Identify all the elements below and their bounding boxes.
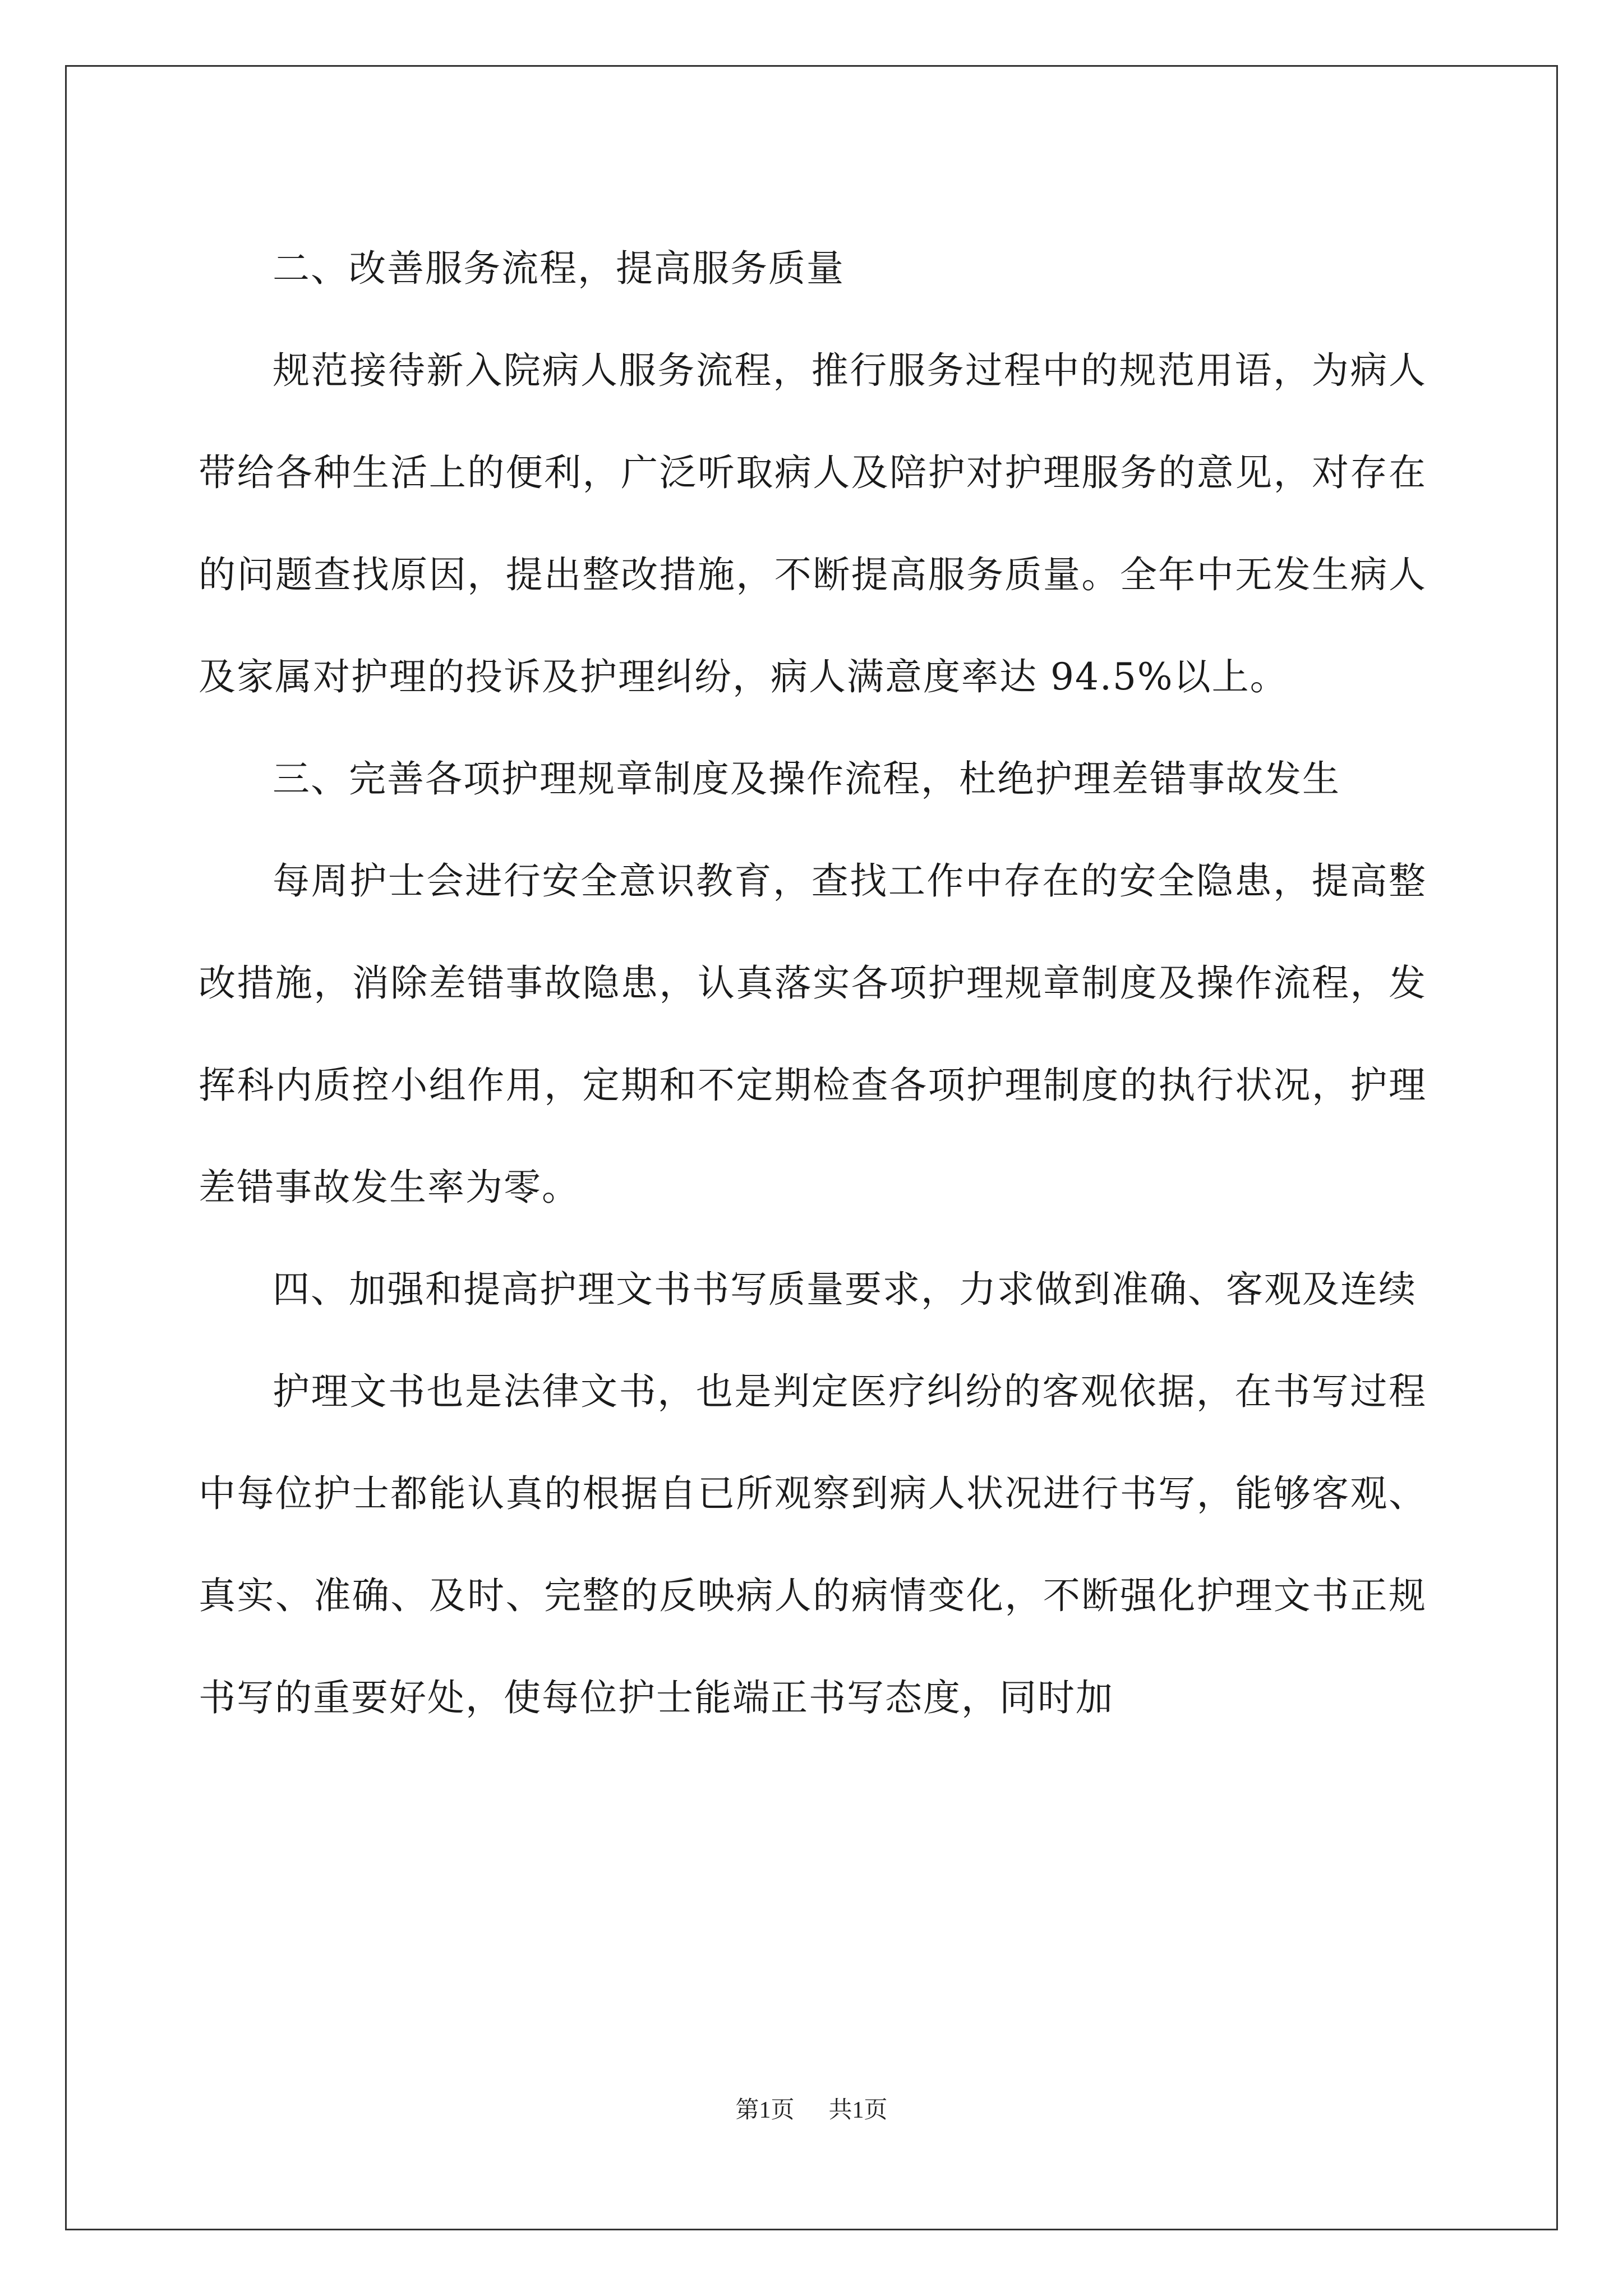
- page-footer: [0, 2093, 1623, 2127]
- section-heading-4: 四、加强和提高护理文书书写质量要求，力求做到准确、客观及连续: [273, 1268, 1417, 1311]
- document-body: [199, 218, 1427, 1749]
- section-heading-3: 三、完善各项护理规章制度及操作流程，杜绝护理差错事故发生: [273, 757, 1340, 800]
- page-number: 第1页: [735, 2097, 795, 2123]
- body-paragraph: 护理文书也是法律文书，也是判定医疗纠纷的客观依据，在书写过程中每位护士都能认真的根据自已所观察到病人状况进行书写，能够客观、真实、准确、及时、完整的反映病人的病情变化，不断强化护理文书正规书写的重要好处，使每位护士能端正书写态度，同时加: [199, 1370, 1427, 1719]
- body-paragraph: 规范接待新入院病人服务流程，推行服务过程中的规范用语，为病人带给各种生活上的便利，广泛听取病人及陪护对护理服务的意见，对存在的问题查找原因，提出整改措施，不断提高服务质量。全年中无发生病人及家属对护理的投诉及护理纠纷，病人满意度率达 94.5%以上。: [199, 349, 1427, 698]
- body-paragraph: 每周护士会进行安全意识教育，查找工作中存在的安全隐患，提高整改措施，消除差错事故隐患，认真落实各项护理规章制度及操作流程，发挥科内质控小组作用，定期和不定期检查各项护理制度的执行状况，护理差错事故发生率为零。: [199, 859, 1427, 1209]
- page-total: 共1页: [828, 2097, 888, 2123]
- section-heading-2: 二、改善服务流程，提高服务质量: [273, 247, 845, 290]
